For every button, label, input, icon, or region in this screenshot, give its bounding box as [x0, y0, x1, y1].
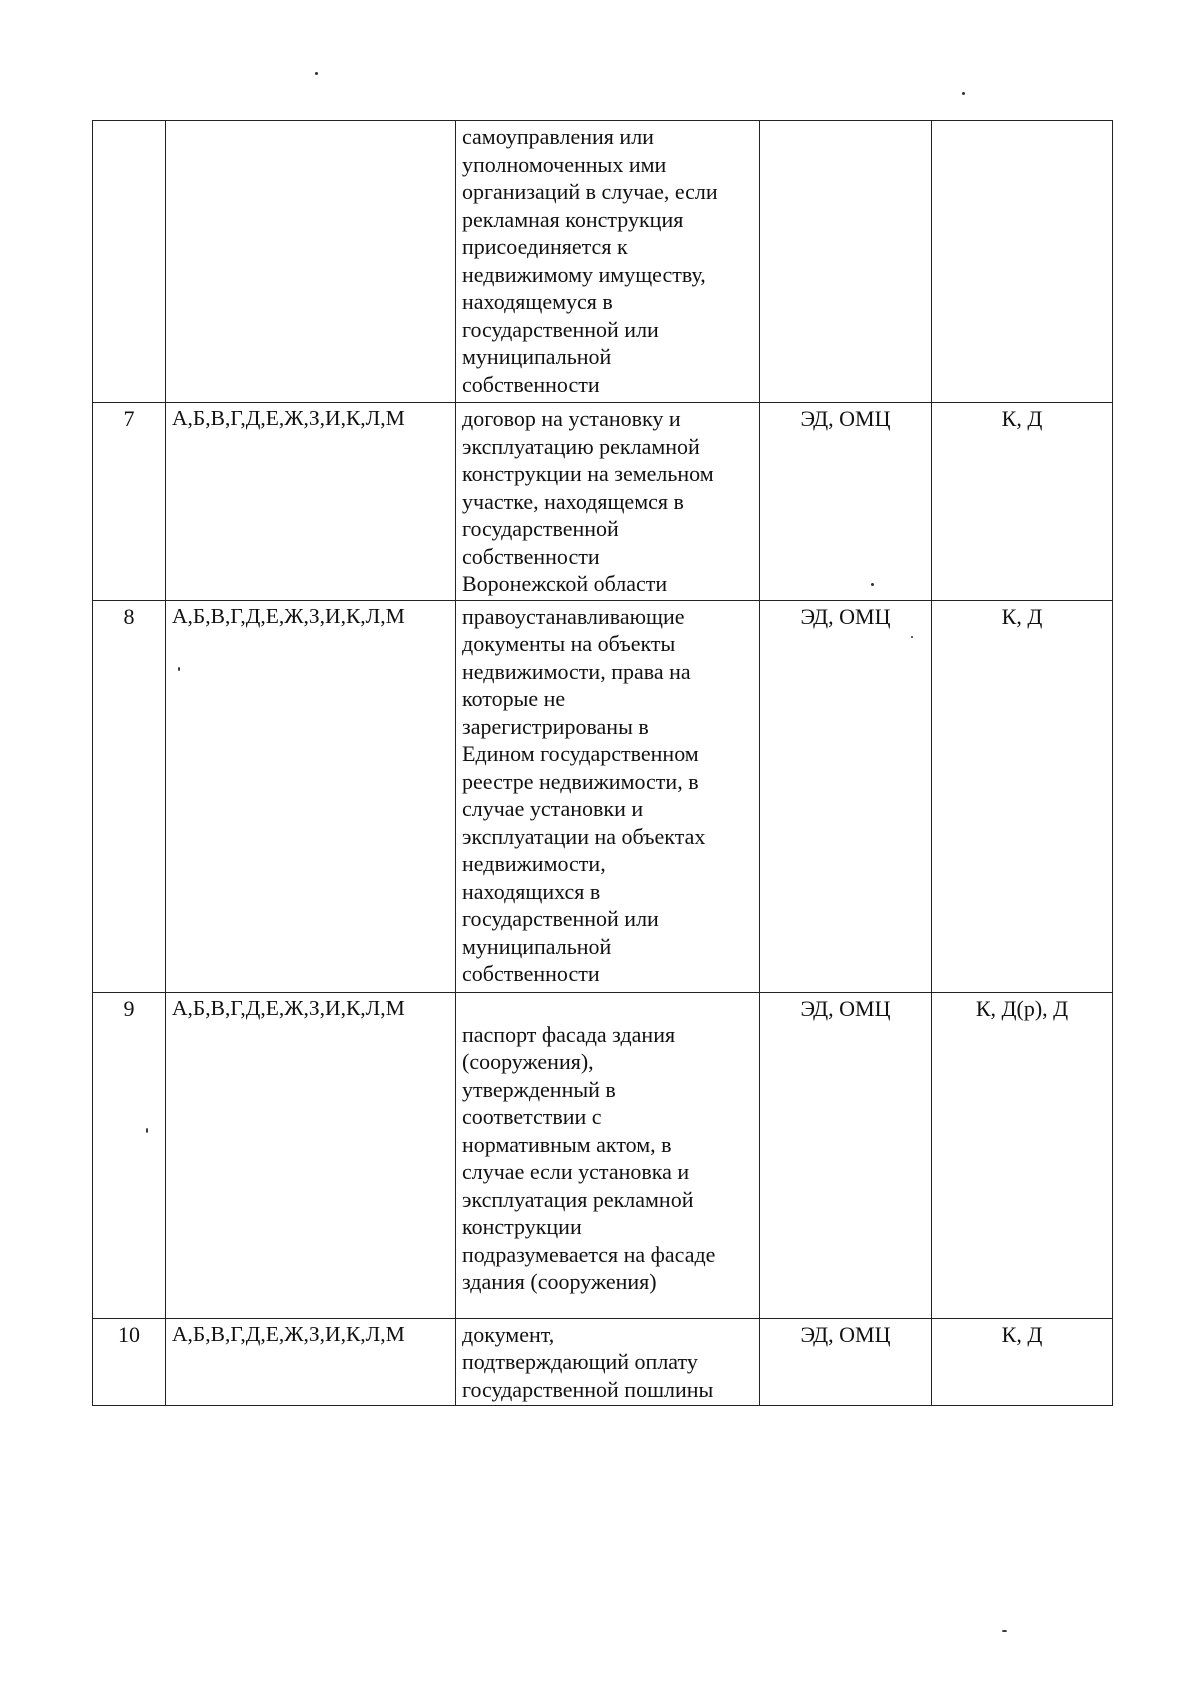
description-line: государственной	[462, 516, 619, 541]
description-line: самоуправления или	[462, 124, 654, 149]
description-line: правоустанавливающие	[462, 603, 685, 629]
row-number: 7	[93, 403, 166, 601]
description-line: Воронежской области	[462, 571, 668, 596]
description-line: присоединяется к	[462, 234, 628, 259]
description-line: (сооружения),	[462, 1049, 594, 1074]
description-line: конструкции на земельном	[462, 461, 714, 486]
table-row	[93, 600, 1113, 992]
row-number	[93, 121, 166, 403]
document-form: ЭД, ОМЦ	[760, 403, 932, 601]
scan-speck	[962, 92, 965, 95]
table-row	[93, 992, 1113, 1318]
scan-speck	[1002, 1630, 1007, 1632]
description-line: случае если установка и	[462, 1159, 690, 1184]
description-line: рекламная конструкция	[462, 206, 684, 232]
scan-speck	[178, 667, 180, 671]
description-line: эксплуатации на объектах	[462, 823, 706, 849]
applicant-codes: А,Б,В,Г,Д,Е,Ж,З,И,К,Л,М	[166, 403, 456, 601]
table-row	[93, 403, 1113, 601]
description-line: реестре недвижимости, в	[462, 768, 699, 794]
description-line: документ,	[462, 1321, 555, 1347]
description-line: эксплуатацию рекламной	[462, 433, 700, 459]
document-form: ЭД, ОМЦ	[760, 600, 932, 992]
description-line: недвижимости, права на	[462, 658, 691, 684]
document-type: К, Д	[932, 1318, 1113, 1406]
description-line: зарегистрированы в	[462, 713, 649, 739]
document-description	[456, 403, 760, 601]
description-line: здания (сооружения)	[462, 1269, 657, 1294]
applicant-codes	[166, 121, 456, 403]
document-form: ЭД, ОМЦ	[760, 992, 932, 1318]
description-line: подразумевается на фасаде	[462, 1241, 716, 1267]
document-type	[932, 121, 1113, 403]
row-number: 8	[93, 600, 166, 992]
description-line: недвижимому имуществу,	[462, 261, 706, 287]
description-line: уполномоченных ими	[462, 151, 667, 177]
scan-speck	[871, 583, 874, 586]
description-line: конструкции	[462, 1214, 582, 1239]
description-line: собственности	[462, 961, 600, 986]
description-line: соответствии с	[462, 1104, 602, 1129]
table-row	[93, 1318, 1113, 1406]
description-line: собственности	[462, 543, 600, 569]
description-line: собственности	[462, 371, 600, 397]
document-description	[456, 121, 760, 403]
description-line: подтверждающий оплату	[462, 1349, 698, 1374]
description-line: государственной или	[462, 316, 659, 342]
description-line: участке, находящемся в	[462, 488, 684, 514]
document-form: ЭД, ОМЦ	[760, 1318, 932, 1406]
applicant-codes: А,Б,В,Г,Д,Е,Ж,З,И,К,Л,М	[166, 1318, 456, 1406]
document-type: К, Д	[932, 600, 1113, 992]
document-description	[456, 600, 760, 992]
description-line: утвержденный в	[462, 1076, 616, 1102]
description-line: нормативным актом, в	[462, 1131, 672, 1157]
description-line: организаций в случае, если	[462, 179, 718, 204]
description-line: договор на установку и	[462, 406, 681, 431]
applicant-codes: А,Б,В,Г,Д,Е,Ж,З,И,К,Л,М	[166, 992, 456, 1318]
description-line: государственной или	[462, 906, 659, 931]
description-line: случае установки и	[462, 796, 644, 821]
document-type: К, Д(р), Д	[932, 992, 1113, 1318]
applicant-codes: А,Б,В,Г,Д,Е,Ж,З,И,К,Л,М	[166, 600, 456, 992]
scan-speck	[146, 1128, 148, 1133]
scan-speck	[911, 636, 913, 638]
row-number: 10	[93, 1318, 166, 1406]
description-line: муниципальной	[462, 933, 612, 959]
description-line: муниципальной	[462, 344, 612, 369]
row-number: 9	[93, 992, 166, 1318]
description-line: недвижимости,	[462, 851, 606, 876]
description-line: документы на объекты	[462, 631, 676, 656]
description-line: паспорт фасада здания	[462, 1021, 676, 1047]
table-row	[93, 121, 1113, 403]
document-description	[456, 1318, 760, 1406]
description-line: эксплуатация рекламной	[462, 1186, 694, 1212]
document-form	[760, 121, 932, 403]
document-type: К, Д	[932, 403, 1113, 601]
document-description	[456, 992, 760, 1318]
description-line: государственной пошлины	[462, 1376, 714, 1402]
requirements-table	[92, 120, 1113, 1406]
description-line: которые не	[462, 686, 566, 711]
description-line: находящемуся в	[462, 289, 613, 314]
scan-speck	[315, 72, 318, 75]
description-line: Едином государственном	[462, 741, 699, 766]
description-line: находящихся в	[462, 878, 601, 904]
